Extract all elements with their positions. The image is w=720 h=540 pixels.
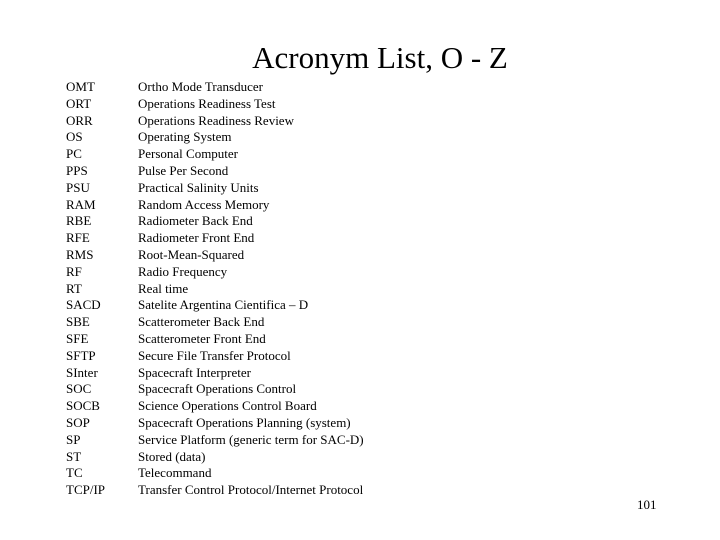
acronym-row [66, 449, 364, 466]
acronym-definition: Spacecraft Operations Planning (system) [138, 414, 351, 430]
acronym-code: SInter [66, 364, 98, 380]
acronym-definition: Real time [138, 280, 189, 296]
acronym-code: SBE [66, 314, 90, 330]
acronym-definition: Operating System [138, 129, 232, 145]
acronym-list [66, 79, 364, 499]
acronym-code: SFTP [66, 347, 96, 363]
acronym-row [66, 146, 364, 163]
acronym-code: RF [66, 263, 82, 279]
acronym-definition: Service Platform (generic term for SAC-D) [138, 431, 364, 447]
acronym-code: ST [66, 448, 82, 464]
acronym-code: TCP/IP [66, 482, 106, 498]
acronym-code: OS [66, 129, 83, 145]
acronym-code: SOCB [66, 398, 100, 414]
acronym-code: RAM [66, 196, 96, 212]
acronym-row [66, 230, 364, 247]
slide-title: Acronym List, O - Z [252, 40, 508, 75]
acronym-row [66, 331, 364, 348]
acronym-row [66, 365, 364, 382]
acronym-row [66, 465, 364, 482]
acronym-row [66, 281, 364, 298]
acronym-row [66, 348, 364, 365]
acronym-definition: Radio Frequency [138, 263, 228, 279]
acronym-row [66, 129, 364, 146]
page-number: 101 [637, 497, 657, 512]
acronym-code: ORT [66, 95, 92, 111]
acronym-definition: Operations Readiness Review [138, 112, 294, 128]
acronym-definition: Operations Readiness Test [138, 95, 276, 111]
acronym-definition: Spacecraft Operations Control [138, 381, 297, 397]
acronym-code: TC [66, 465, 83, 481]
acronym-row [66, 264, 364, 281]
acronym-row [66, 113, 364, 130]
acronym-code: SFE [66, 330, 89, 346]
acronym-row [66, 213, 364, 230]
acronym-code: RFE [66, 230, 90, 246]
acronym-definition: Scatterometer Back End [138, 314, 265, 330]
acronym-row [66, 314, 364, 331]
acronym-definition: Ortho Mode Transducer [138, 79, 263, 94]
acronym-definition: Scatterometer Front End [138, 330, 266, 346]
acronym-code: SP [66, 431, 81, 447]
acronym-definition: Science Operations Control Board [138, 398, 317, 414]
acronym-code: SOC [66, 381, 92, 397]
acronym-code: RBE [66, 213, 92, 229]
acronym-definition: Radiometer Back End [138, 213, 253, 229]
acronym-code: PSU [66, 179, 90, 195]
acronym-definition: Root-Mean-Squared [138, 246, 245, 262]
acronym-code: RT [66, 280, 82, 296]
acronym-row [66, 381, 364, 398]
acronym-row [66, 247, 364, 264]
acronym-row [66, 432, 364, 449]
acronym-definition: Personal Computer [138, 146, 239, 162]
acronym-code: PPS [66, 162, 88, 178]
acronym-code: SOP [66, 414, 90, 430]
acronym-definition: Random Access Memory [138, 196, 270, 212]
acronym-definition: Satelite Argentina Cientifica – D [138, 297, 309, 313]
acronym-row [66, 79, 364, 96]
acronym-definition: Spacecraft Interpreter [138, 364, 251, 380]
acronym-code: OMT [66, 79, 95, 94]
acronym-row [66, 197, 364, 214]
acronym-row [66, 482, 364, 499]
acronym-definition: Transfer Control Protocol/Internet Protocol [138, 482, 364, 498]
acronym-definition: Practical Salinity Units [138, 179, 259, 195]
acronym-definition: Radiometer Front End [138, 230, 255, 246]
acronym-row [66, 96, 364, 113]
acronym-row [66, 398, 364, 415]
acronym-definition: Telecommand [138, 465, 212, 481]
acronym-code: PC [66, 146, 82, 162]
acronym-row [66, 415, 364, 432]
acronym-code: ORR [66, 112, 93, 128]
acronym-definition: Secure File Transfer Protocol [138, 347, 291, 363]
acronym-row [66, 180, 364, 197]
acronym-definition: Stored (data) [138, 448, 206, 464]
acronym-row [66, 297, 364, 314]
acronym-code: SACD [66, 297, 101, 313]
acronym-code: RMS [66, 246, 94, 262]
acronym-row [66, 163, 364, 180]
acronym-definition: Pulse Per Second [138, 162, 229, 178]
